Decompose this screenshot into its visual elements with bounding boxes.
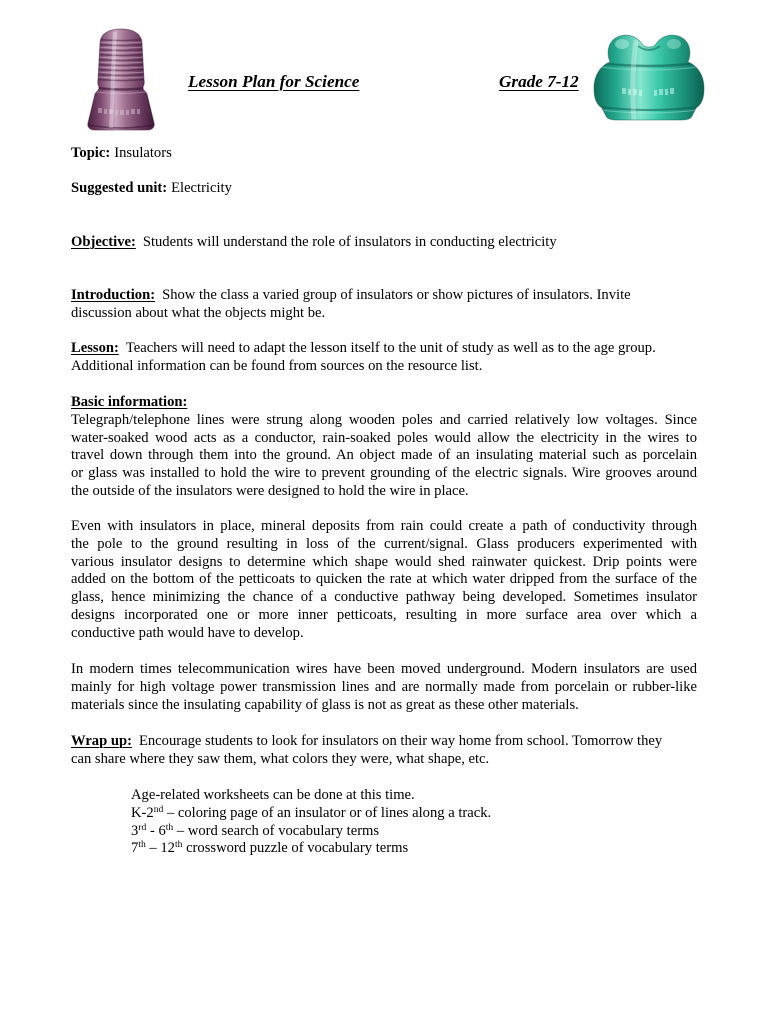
text-line: mainly for high voltage power transmission lines and are normally made from porcelain or rubber-like	[71, 678, 697, 695]
text-line: water-soaked wood acts as a conductor, rain-soaked poles would allow the electricity in the wires to	[71, 429, 697, 446]
text-line	[71, 340, 697, 358]
wrap-up-label: Wrap up:	[71, 733, 132, 749]
amethyst-glass-insulator-icon	[84, 28, 158, 132]
document-title: Lesson Plan for Science	[188, 72, 360, 91]
objective-label: Objective:	[71, 234, 136, 250]
text-line: discussion about what the objects might be.	[71, 304, 326, 321]
basic-information-heading	[71, 394, 697, 412]
text-line	[71, 733, 697, 751]
text-line: added on the bottom of the petticoats to quicken the rate at which water dripped from the surface of the	[71, 571, 697, 588]
aqua-glass-insulator-icon	[592, 32, 706, 122]
text-line	[71, 287, 697, 305]
item-text: – word search of vocabulary terms	[173, 822, 380, 839]
introduction-section	[71, 287, 697, 323]
text-line: can share where they saw them, what colors they were, what shape, etc.	[71, 750, 490, 767]
objective-line	[71, 234, 697, 252]
worksheets-list	[131, 787, 691, 858]
suggested-unit-line	[71, 180, 697, 198]
suggested-unit-label: Suggested unit:	[71, 180, 168, 196]
item-text: 7	[131, 840, 139, 857]
item-text: K-2	[131, 804, 154, 821]
lesson-section	[71, 340, 697, 376]
text-line: Telegraph/telephone lines were strung along wooden poles and carried relatively low voltages. Since	[71, 411, 697, 428]
topic-value: Insulators	[114, 145, 172, 161]
item-superscript: th	[174, 839, 183, 851]
objective-text: Students will understand the role of insulators in conducting electricity	[142, 234, 557, 250]
text-line: designs incorporated one or more inner petticoats, resulting in more surface area over which a	[71, 606, 697, 623]
item-superscript: nd	[153, 803, 164, 815]
modern-insulators-paragraph	[71, 661, 697, 714]
text-line: the outside of the insulators were designed to hold the wire in place.	[71, 482, 469, 499]
lesson-text: Teachers will need to adapt the lesson itself to the unit of study as well as to the age group.	[125, 340, 656, 356]
item-text: - 6	[146, 822, 166, 839]
text-line: travel down through them into the ground. An object made of an insulating material such as porcelain	[71, 447, 697, 464]
text-line: various insulator designs to determine which shape would shed rainwater quickest. Drip points were	[71, 553, 697, 570]
basic-information-section	[71, 394, 697, 501]
suggested-unit-field	[71, 180, 697, 198]
worksheets-intro: Age-related worksheets can be done at this time.	[131, 787, 415, 803]
list-item	[131, 805, 691, 823]
item-superscript: th	[138, 839, 146, 851]
item-text: – 12	[145, 840, 175, 857]
text-line: Additional information can be found from sources on the resource list.	[71, 357, 483, 374]
list-item	[131, 823, 691, 841]
text-line: materials since the insulating capability of glass is not as great as these other materials.	[71, 696, 579, 713]
wrap-up-section	[71, 733, 697, 769]
item-text: – coloring page of an insulator or of lines along a track.	[163, 804, 492, 821]
suggested-unit-value: Electricity	[171, 180, 232, 196]
topic-field	[71, 145, 697, 163]
wrap-up-text: Encourage students to look for insulators on their way home from school. Tomorrow they	[138, 733, 663, 749]
item-superscript: rd	[138, 821, 147, 833]
topic-label: Topic:	[71, 145, 111, 161]
text-line: glass, hence minimizing the chance of a conductive pathway being developed. Sometimes insulator	[71, 589, 697, 606]
item-text: crossword puzzle of vocabulary terms	[182, 840, 409, 857]
text-line: conductive path would have to develop.	[71, 624, 304, 641]
text-line: In modern times telecommunication wires have been moved underground. Modern insulators are used	[71, 661, 697, 677]
lesson-label: Lesson:	[71, 340, 119, 356]
introduction-label: Introduction:	[71, 287, 156, 303]
topic-line	[71, 145, 697, 163]
introduction-text: Show the class a varied group of insulators or show pictures of insulators. Invite	[162, 287, 631, 303]
text-line: Even with insulators in place, mineral deposits from rain could create a path of conductivity through	[71, 518, 697, 534]
conductivity-paragraph	[71, 518, 697, 643]
item-superscript: th	[165, 821, 174, 833]
basic-information-label: Basic information:	[71, 394, 188, 410]
text-line: the pole to the ground resulting in loss of the current/signal. Glass producers experimented with	[71, 535, 697, 552]
text-line: or glass was installed to hold the wire to prevent grounding of the electric signals. Wire grooves around	[71, 465, 697, 482]
list-item	[131, 840, 691, 858]
objective-section	[71, 234, 697, 252]
grade-level: Grade 7-12	[499, 72, 579, 91]
item-text: 3	[131, 822, 139, 839]
